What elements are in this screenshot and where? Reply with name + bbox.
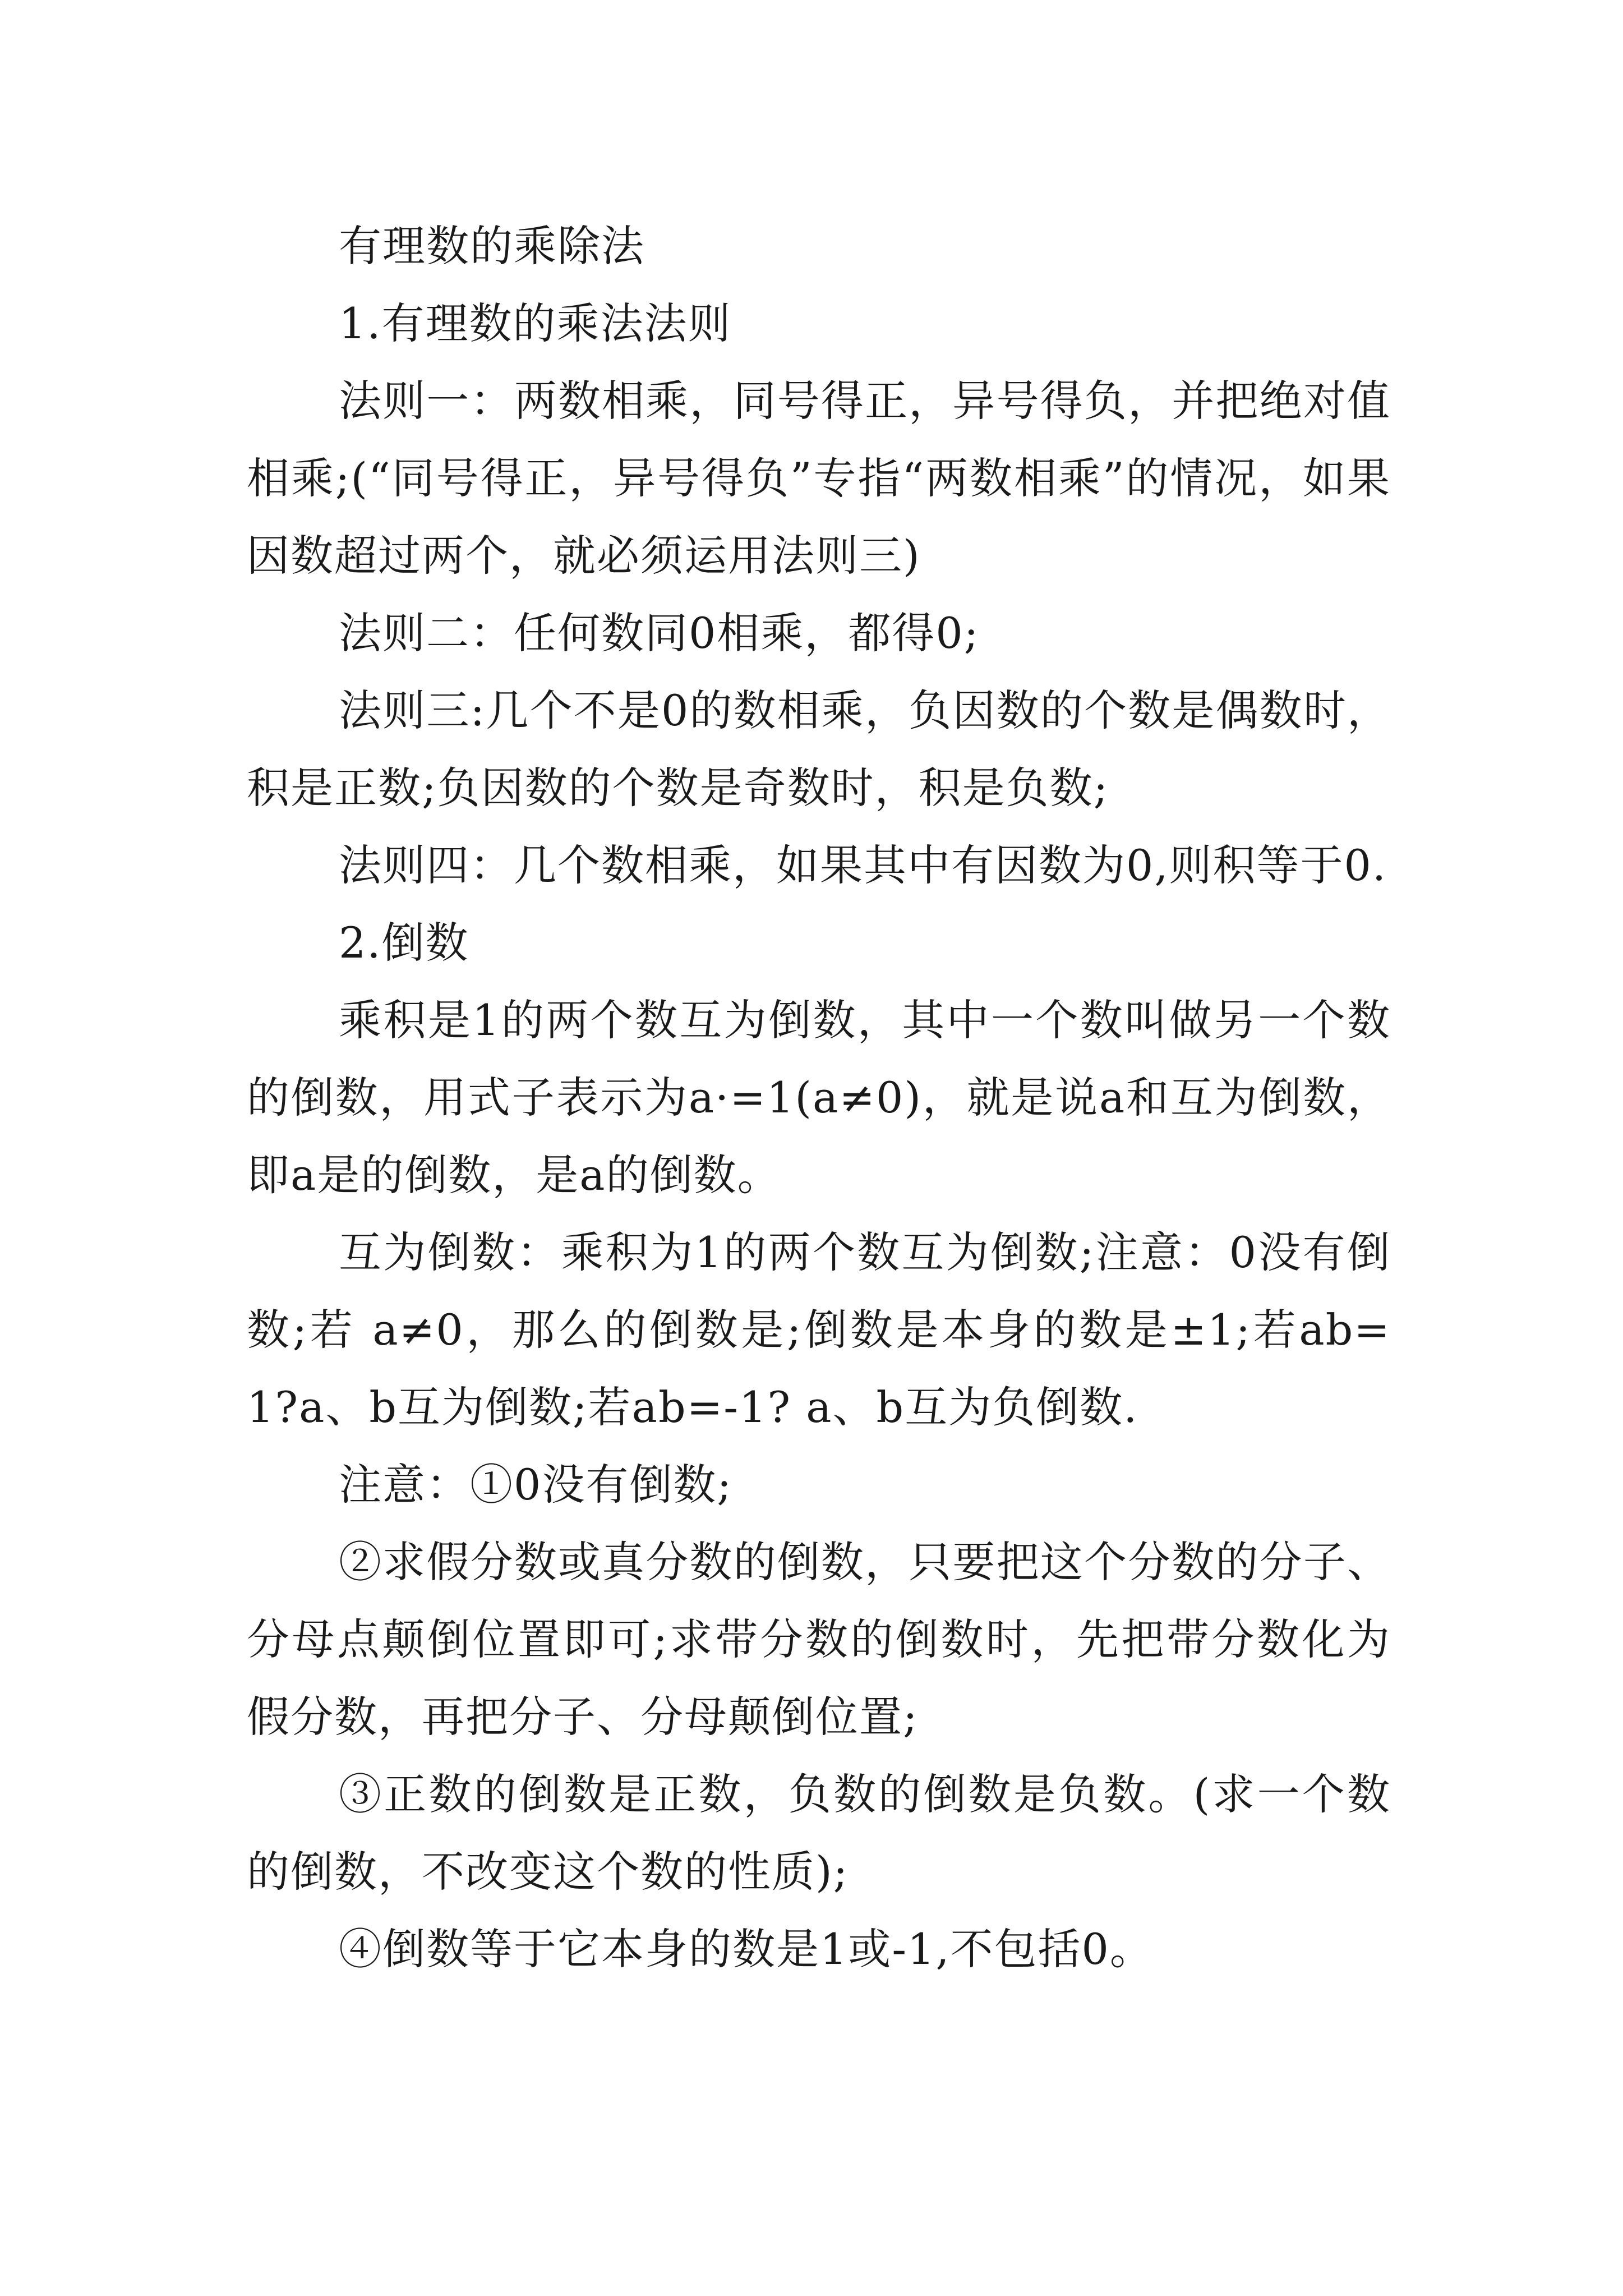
rule-two-paragraph: 法则二：任何数同0相乘，都得0; bbox=[339, 608, 980, 658]
section-heading-reciprocal: 2.倒数 bbox=[339, 918, 469, 968]
note-three-paragraph: ③正数的倒数是正数，负数的倒数是负数。(求一个数的倒数，不改变这个数的性质); bbox=[247, 1769, 1391, 1897]
rule-one-paragraph: 法则一：两数相乘，同号得正，异号得负，并把绝对值相乘;(“同号得正，异号得负”专指“两数相乘”的情况，如果因数超过两个，就必须运用法则三) bbox=[247, 376, 1391, 581]
document-body bbox=[247, 208, 1391, 1988]
note-two-paragraph: ②求假分数或真分数的倒数，只要把这个分数的分子、分母点颠倒位置即可;求带分数的倒数时，先把带分数化为假分数，再把分子、分母颠倒位置; bbox=[247, 1537, 1391, 1742]
rule-three-paragraph: 法则三:几个不是0的数相乘，负因数的个数是偶数时，积是正数;负因数的个数是奇数时，积是负数; bbox=[247, 685, 1391, 813]
rule-four-paragraph: 法则四：几个数相乘，如果其中有因数为0,则积等于0. bbox=[339, 840, 1387, 890]
section-heading-multiplication-rules: 1.有理数的乘法法则 bbox=[339, 298, 732, 348]
mutual-reciprocal-paragraph: 互为倒数：乘积为1的两个数互为倒数;注意：0没有倒数;若 a≠0，那么的倒数是;倒数是本身的数是±1;若ab=1?a、b互为倒数;若ab=-1? a、b互为负倒数. bbox=[247, 1227, 1391, 1432]
reciprocal-definition-paragraph: 乘积是1的两个数互为倒数，其中一个数叫做另一个数的倒数，用式子表示为a·=1(a≠0)，就是说a和互为倒数，即a是的倒数，是a的倒数。 bbox=[247, 995, 1391, 1200]
note-four-paragraph: ④倒数等于它本身的数是1或-1,不包括0。 bbox=[339, 1924, 1154, 1974]
note-one-paragraph: 注意：①0没有倒数; bbox=[339, 1460, 732, 1510]
document-title: 有理数的乘除法 bbox=[339, 221, 645, 271]
